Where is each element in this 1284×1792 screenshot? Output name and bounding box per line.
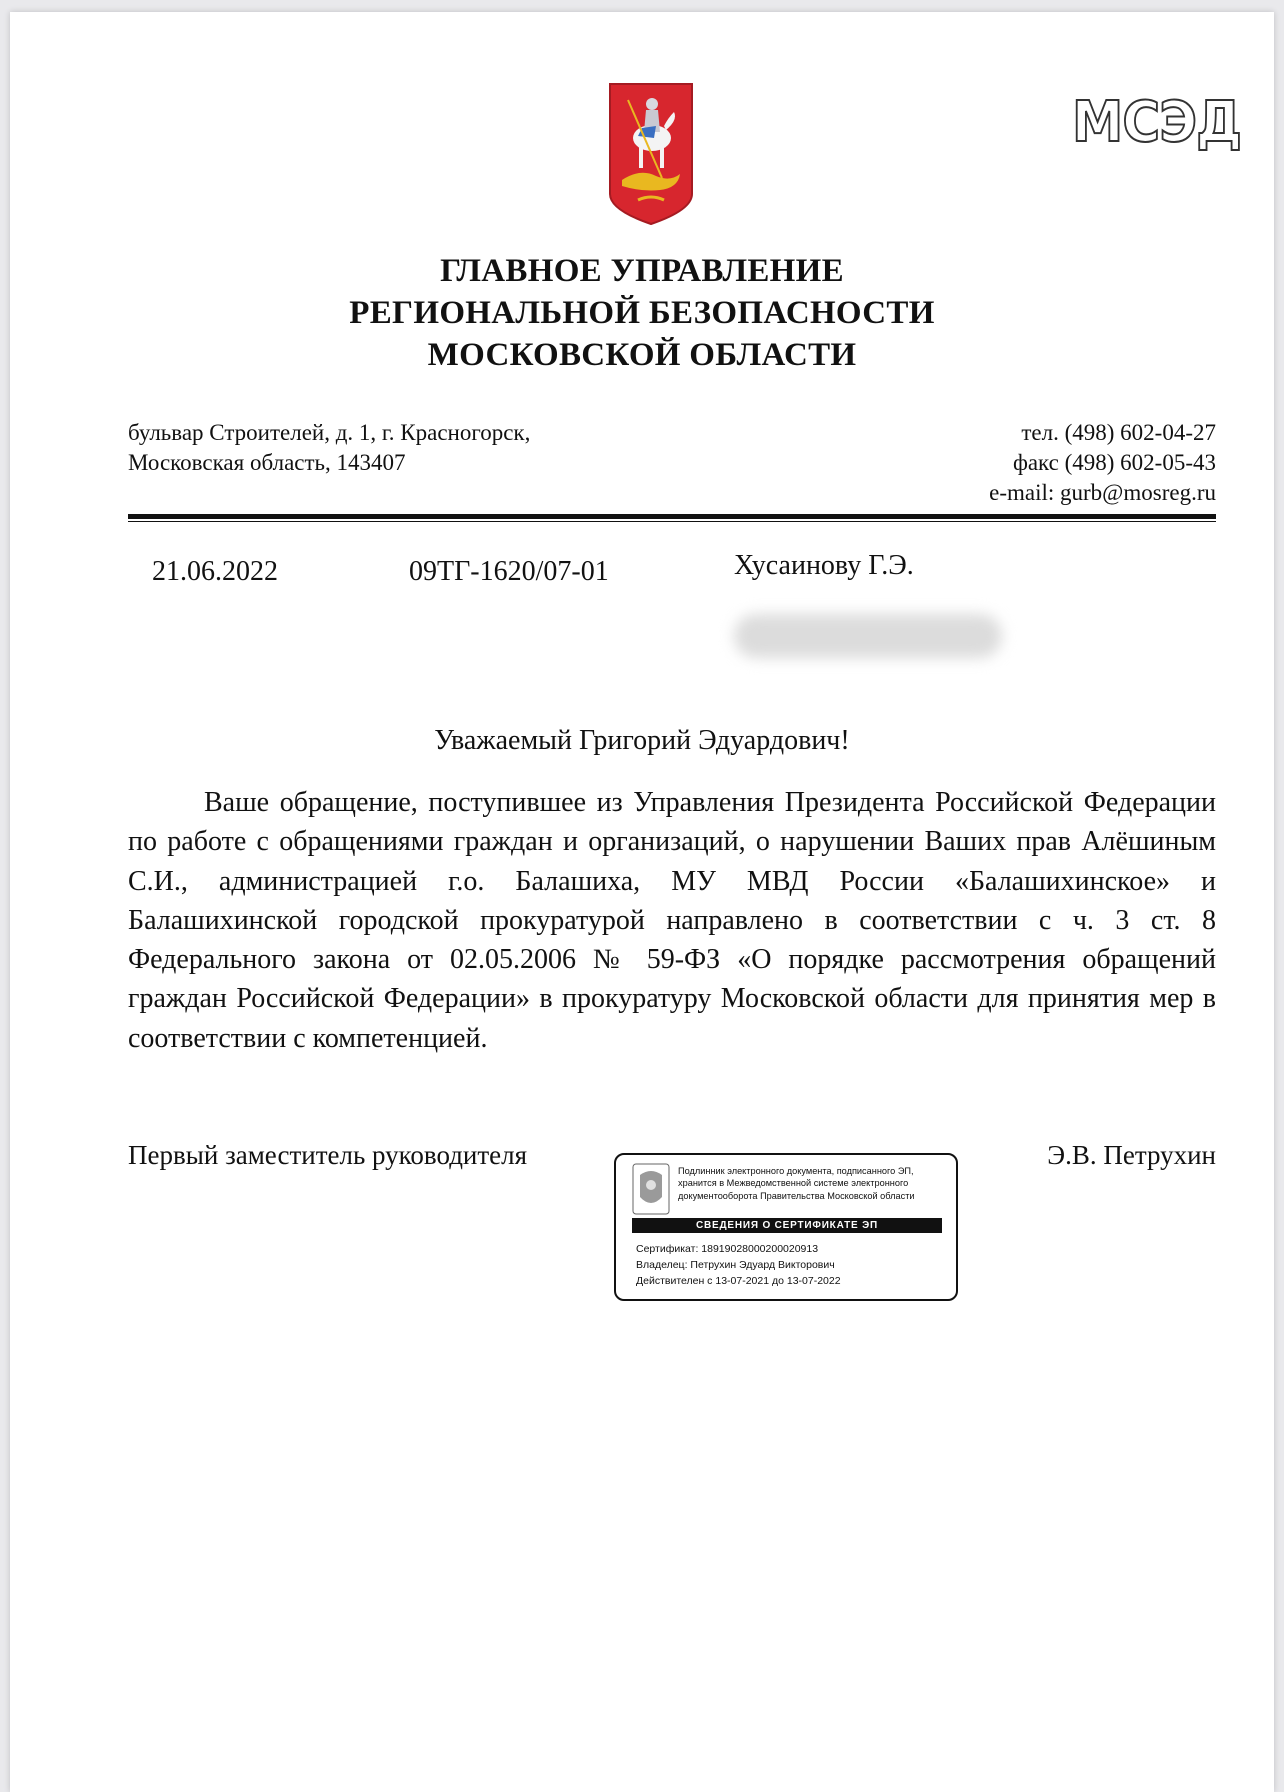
organization-line: ГЛАВНОЕ УПРАВЛЕНИЕ: [440, 253, 844, 289]
certificate-owner: Владелец: Петрухин Эдуард Викторович: [636, 1259, 835, 1271]
stamp-note: Подлинник электронного документа, подписанного ЭП, хранится в Межведомственной системе электронного документооборота Правительства Московской области: [678, 1166, 915, 1201]
phone-text: тел. (498) 602-04-27: [1021, 420, 1216, 445]
greeting: Уважаемый Григорий Эдуардович!: [434, 725, 850, 756]
header-divider-thin: [128, 521, 1216, 522]
organization-title: [0, 250, 1284, 376]
organization-line: МОСКОВСКОЙ ОБЛАСТИ: [427, 337, 857, 373]
recipient-name: Хусаинову Г.Э.: [734, 550, 914, 581]
fax-text: факс (498) 602-05-43: [1012, 450, 1216, 475]
stamp-info: [636, 1241, 841, 1289]
address-line: бульвар Строителей, д. 1, г. Красногорск,: [128, 420, 531, 445]
emblem-icon: [632, 1163, 670, 1215]
certificate-number: Сертификат: 18919028000200020913: [636, 1243, 819, 1255]
redacted-address: [734, 614, 1002, 658]
sender-address: [128, 418, 530, 478]
signer-name: Э.В. Петрухин: [1047, 1140, 1216, 1170]
msed-logo: МСЭД: [1072, 90, 1242, 155]
coat-of-arms-icon: [608, 82, 694, 226]
certificate-validity: Действителен с 13-07-2021 до 13-07-2022: [636, 1275, 841, 1287]
email-text: e-mail: gurb@mosreg.ru: [989, 480, 1216, 505]
letter-body: Ваше обращение, поступившее из Управления Президента Российской Федерации по работе с обращениями граждан и организаций, о нарушении Ваших прав Алёшиным С.И., администрацией г.о. Балашиха, МУ МВД России «Балашихинское» и Балашихинской городской прокуратурой направлено в соответствии с ч. 3 ст. 8 Федерального закона от 02.05.2006 № 59-ФЗ «О порядке рассмотрения обращений граждан Российской Федерации» в прокуратуру Московской области для принятия мер в соответствии с компетенцией.: [128, 787, 1216, 1054]
organization-line: РЕГИОНАЛЬНОЙ БЕЗОПАСНОСТИ: [349, 295, 935, 331]
header-divider-thick: [128, 514, 1216, 519]
registration-number: 09ТГ-1620/07-01: [409, 556, 609, 587]
letter-date: 21.06.2022: [152, 556, 278, 587]
stamp-title: СВЕДЕНИЯ О СЕРТИФИКАТЕ ЭП: [632, 1218, 942, 1233]
e-signature-stamp: [614, 1153, 958, 1301]
signer-position: Первый заместитель руководителя: [128, 1140, 528, 1170]
sender-contacts: [989, 418, 1216, 508]
address-line: Московская область, 143407: [128, 450, 406, 475]
